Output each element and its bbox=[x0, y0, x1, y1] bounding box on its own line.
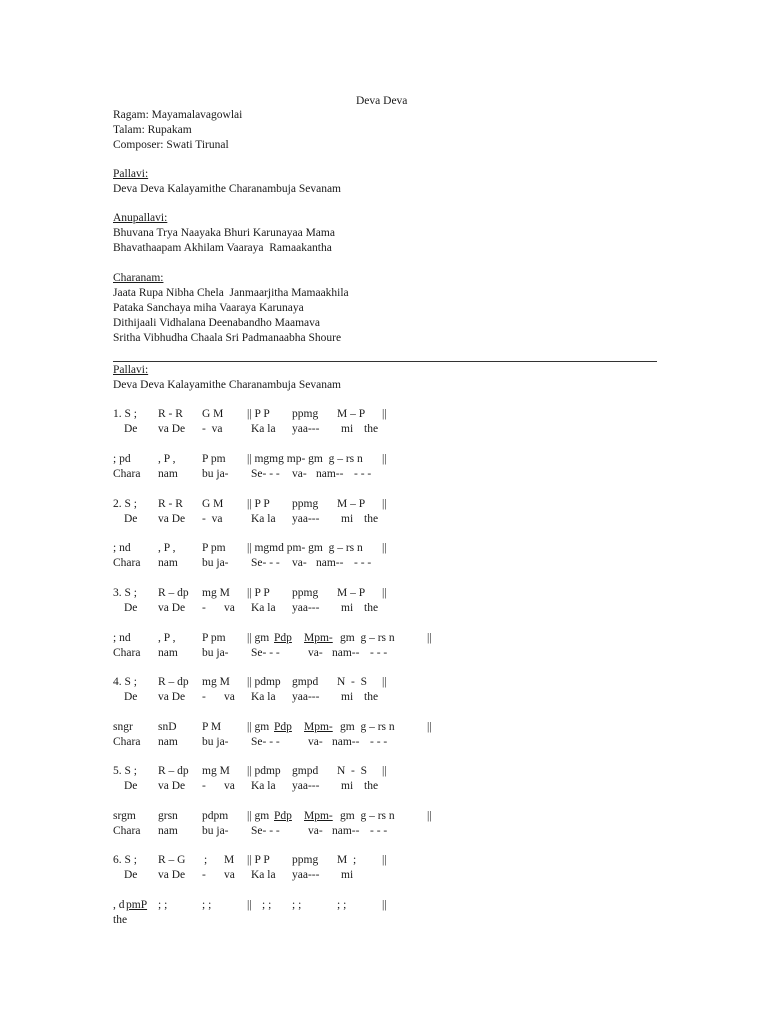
swara-row bbox=[0, 809, 768, 823]
lyric-cell: the bbox=[364, 513, 379, 525]
swara-cell: 2. S ; bbox=[113, 498, 137, 510]
lyric-cell: nam bbox=[158, 647, 178, 659]
swara-cell: ppmg bbox=[292, 498, 319, 510]
lyric-cell: bu ja- bbox=[202, 825, 229, 837]
swara-cell: || P P bbox=[247, 498, 270, 510]
swara-row bbox=[0, 497, 768, 511]
lyric-row bbox=[0, 824, 768, 838]
swara-cell: G M bbox=[202, 498, 224, 510]
lyric-cell: va- bbox=[308, 736, 323, 748]
lyric-cell: nam bbox=[158, 736, 178, 748]
lyric-cell: va De bbox=[158, 691, 186, 703]
lyric-cell: De bbox=[124, 869, 138, 881]
lyric-cell: bu ja- bbox=[202, 736, 229, 748]
swara-row bbox=[0, 407, 768, 421]
swara-cell: ppmg bbox=[292, 408, 319, 420]
swara-row bbox=[0, 586, 768, 600]
swara-cell: || bbox=[382, 453, 387, 465]
swara-cell: snD bbox=[158, 721, 177, 733]
swara-cell: 5. S ; bbox=[113, 765, 137, 777]
lyric-cell: Se- - - bbox=[251, 825, 280, 837]
swara-cell: , P , bbox=[158, 632, 176, 644]
lyric-cell: Se- - - bbox=[251, 736, 280, 748]
swara-cell: ppmg bbox=[292, 854, 319, 866]
lyric-cell: bu ja- bbox=[202, 557, 229, 569]
lyric-row bbox=[0, 556, 768, 570]
lyric-cell: nam-- bbox=[316, 557, 344, 569]
swara-cell: || bbox=[382, 587, 387, 599]
lyric-cell: va De bbox=[158, 602, 186, 614]
anupallavi-lyric-line: Bhuvana Trya Naayaka Bhuri Karunayaa Mama bbox=[113, 227, 335, 239]
lyric-cell: Chara bbox=[113, 647, 141, 659]
anupallavi-heading: Anupallavi: bbox=[113, 212, 168, 224]
lyric-cell: va De bbox=[158, 869, 186, 881]
lyric-cell: nam-- bbox=[332, 736, 360, 748]
swara-cell: P pm bbox=[202, 542, 226, 554]
lyric-cell: va- bbox=[308, 825, 323, 837]
swara-cell: Pdp bbox=[274, 632, 292, 644]
swara-cell: M – P bbox=[337, 498, 366, 510]
lyric-cell: va bbox=[224, 780, 235, 792]
lyric-cell: - - - bbox=[370, 736, 388, 748]
lyric-cell: nam-- bbox=[332, 647, 360, 659]
swara-cell: gmpd bbox=[292, 765, 319, 777]
lyric-cell: the bbox=[364, 602, 379, 614]
swara-cell: 3. S ; bbox=[113, 587, 137, 599]
notation-pallavi-text: Deva Deva Kalayamithe Charanambuja Sevanam bbox=[113, 379, 341, 391]
composer-line: Composer: Swati Tirunal bbox=[113, 139, 229, 151]
swara-cell: ; ; bbox=[292, 899, 302, 911]
swara-cell: || bbox=[382, 676, 387, 688]
swara-cell: ; nd bbox=[113, 542, 131, 554]
swara-cell: , d bbox=[113, 899, 125, 911]
lyric-cell: mi bbox=[341, 780, 354, 792]
pallavi-lyric-line: Deva Deva Kalayamithe Charanambuja Sevanam bbox=[113, 183, 341, 195]
swara-cell: mg M bbox=[202, 587, 230, 599]
lyric-row bbox=[0, 779, 768, 793]
swara-cell: , P , bbox=[158, 453, 176, 465]
swara-cell: R – dp bbox=[158, 676, 189, 688]
swara-cell: Pdp bbox=[274, 721, 292, 733]
lyric-cell: - - - bbox=[370, 825, 388, 837]
lyric-cell: Chara bbox=[113, 736, 141, 748]
lyric-cell: Se- - - bbox=[251, 468, 280, 480]
swara-cell: gm g – rs n bbox=[340, 810, 395, 822]
lyric-cell: De bbox=[124, 691, 138, 703]
swara-cell: srgm bbox=[113, 810, 136, 822]
swara-cell: mg M bbox=[202, 765, 230, 777]
lyric-row bbox=[0, 512, 768, 526]
swara-row bbox=[0, 764, 768, 778]
swara-cell: || bbox=[382, 498, 387, 510]
lyric-cell: va De bbox=[158, 780, 186, 792]
swara-cell: || gm bbox=[247, 632, 270, 644]
swara-row bbox=[0, 631, 768, 645]
swara-row bbox=[0, 853, 768, 867]
lyric-cell: - - - bbox=[354, 468, 372, 480]
lyric-row bbox=[0, 913, 768, 927]
lyric-cell: va- bbox=[308, 647, 323, 659]
lyric-cell: mi bbox=[341, 602, 354, 614]
lyric-cell: yaa--- bbox=[292, 602, 320, 614]
lyric-cell: Ka la bbox=[251, 869, 276, 881]
lyric-cell: nam bbox=[158, 825, 178, 837]
lyric-row bbox=[0, 467, 768, 481]
swara-cell: || gm bbox=[247, 810, 270, 822]
song-title: Deva Deva bbox=[356, 95, 408, 107]
lyric-cell: the bbox=[113, 914, 128, 926]
swara-cell: || bbox=[427, 632, 432, 644]
swara-cell: gm g – rs n bbox=[340, 721, 395, 733]
lyric-cell: Chara bbox=[113, 557, 141, 569]
swara-cell: N - S bbox=[337, 676, 368, 688]
swara-cell: grsn bbox=[158, 810, 178, 822]
swara-cell: || P P bbox=[247, 854, 270, 866]
swara-cell: Mpm- bbox=[304, 721, 333, 733]
swara-cell: R – dp bbox=[158, 765, 189, 777]
charanam-heading: Charanam: bbox=[113, 272, 164, 284]
swara-row bbox=[0, 720, 768, 734]
lyric-cell: Chara bbox=[113, 468, 141, 480]
swara-cell: || bbox=[382, 542, 387, 554]
lyric-cell: bu ja- bbox=[202, 647, 229, 659]
lyric-cell: Ka la bbox=[251, 780, 276, 792]
swara-cell: || mgmg mp- gm g – rs n bbox=[247, 453, 363, 465]
lyric-cell: nam-- bbox=[332, 825, 360, 837]
lyric-row bbox=[0, 690, 768, 704]
lyric-cell: va De bbox=[158, 423, 186, 435]
lyric-cell: - - - bbox=[354, 557, 372, 569]
ragam-line: Ragam: Mayamalavagowlai bbox=[113, 109, 243, 121]
lyric-cell: the bbox=[364, 423, 379, 435]
lyric-row bbox=[0, 646, 768, 660]
swara-cell: || bbox=[247, 899, 252, 911]
charanam-lyric-line: Jaata Rupa Nibha Chela Janmaarjitha Mamaakhila bbox=[113, 287, 349, 299]
swara-cell: pdpm bbox=[202, 810, 229, 822]
swara-row bbox=[0, 898, 768, 912]
lyric-cell: yaa--- bbox=[292, 780, 320, 792]
swara-cell: 1. S ; bbox=[113, 408, 137, 420]
lyric-cell: - bbox=[202, 869, 206, 881]
talam-line: Talam: Rupakam bbox=[113, 124, 192, 136]
lyric-cell: the bbox=[364, 780, 379, 792]
swara-cell: M – P bbox=[337, 587, 366, 599]
swara-cell: , P , bbox=[158, 542, 176, 554]
swara-cell: R - R bbox=[158, 498, 183, 510]
swara-cell: || bbox=[382, 765, 387, 777]
swara-cell: Pdp bbox=[274, 810, 292, 822]
lyric-cell: yaa--- bbox=[292, 423, 320, 435]
lyric-cell: Se- - - bbox=[251, 647, 280, 659]
lyric-cell: De bbox=[124, 423, 138, 435]
swara-row bbox=[0, 675, 768, 689]
notation-pallavi-heading: Pallavi: bbox=[113, 364, 149, 376]
swara-cell: R – dp bbox=[158, 587, 189, 599]
swara-cell: 4. S ; bbox=[113, 676, 137, 688]
lyric-cell: va bbox=[224, 691, 235, 703]
swara-cell: ; ; bbox=[158, 899, 168, 911]
swara-cell: N - S bbox=[337, 765, 368, 777]
swara-cell: P pm bbox=[202, 453, 226, 465]
anupallavi-lyric-line: Bhavathaapam Akhilam Vaaraya Ramaakantha bbox=[113, 242, 332, 254]
lyric-cell: - va bbox=[202, 513, 223, 525]
lyric-cell: nam bbox=[158, 468, 178, 480]
swara-row bbox=[0, 541, 768, 555]
lyric-cell: va- bbox=[292, 557, 307, 569]
swara-cell: || pdmp bbox=[247, 676, 281, 688]
swara-cell: ; ; bbox=[202, 899, 212, 911]
lyric-cell: mi bbox=[341, 423, 354, 435]
swara-cell: || mgmd pm- gm g – rs n bbox=[247, 542, 363, 554]
swara-cell: sngr bbox=[113, 721, 133, 733]
swara-cell: gmpd bbox=[292, 676, 319, 688]
lyric-cell: mi bbox=[341, 513, 354, 525]
swara-cell: ; ; bbox=[262, 899, 272, 911]
swara-cell: gm g – rs n bbox=[340, 632, 395, 644]
lyric-cell: Ka la bbox=[251, 513, 276, 525]
swara-cell: || bbox=[382, 899, 387, 911]
charanam-lyric-line: Dithijaali Vidhalana Deenabandho Maamava bbox=[113, 317, 320, 329]
swara-cell: ; bbox=[204, 854, 208, 866]
lyric-cell: - - - bbox=[370, 647, 388, 659]
lyric-cell: yaa--- bbox=[292, 691, 320, 703]
lyric-cell: - bbox=[202, 691, 206, 703]
swara-cell: M ; bbox=[337, 854, 357, 866]
swara-cell: ppmg bbox=[292, 587, 319, 599]
lyric-cell: yaa--- bbox=[292, 513, 320, 525]
lyric-cell: the bbox=[364, 691, 379, 703]
swara-cell: Mpm- bbox=[304, 810, 333, 822]
lyric-cell: - va bbox=[202, 423, 223, 435]
swara-cell: || gm bbox=[247, 721, 270, 733]
swara-cell: M – P bbox=[337, 408, 366, 420]
lyric-cell: Ka la bbox=[251, 691, 276, 703]
swara-cell: ; pd bbox=[113, 453, 131, 465]
lyric-row bbox=[0, 735, 768, 749]
lyric-cell: De bbox=[124, 780, 138, 792]
swara-cell: || pdmp bbox=[247, 765, 281, 777]
swara-cell: P M bbox=[202, 721, 222, 733]
swara-cell: mg M bbox=[202, 676, 230, 688]
charanam-lyric-line: Sritha Vibhudha Chaala Sri Padmanaabha Shoure bbox=[113, 332, 342, 344]
lyric-cell: De bbox=[124, 513, 138, 525]
lyric-cell: yaa--- bbox=[292, 869, 320, 881]
swara-cell: pmP bbox=[126, 899, 148, 911]
lyric-cell: Ka la bbox=[251, 602, 276, 614]
lyric-cell: va bbox=[224, 602, 235, 614]
lyric-cell: mi bbox=[341, 691, 354, 703]
swara-cell: G M bbox=[202, 408, 224, 420]
swara-cell: Mpm- bbox=[304, 632, 333, 644]
lyric-cell: va bbox=[224, 869, 235, 881]
lyric-cell: Ka la bbox=[251, 423, 276, 435]
swara-cell: P pm bbox=[202, 632, 226, 644]
lyric-row bbox=[0, 868, 768, 882]
swara-cell: || bbox=[382, 408, 387, 420]
swara-cell: ; nd bbox=[113, 632, 131, 644]
lyric-cell: Se- - - bbox=[251, 557, 280, 569]
charanam-lyric-line: Pataka Sanchaya miha Vaaraya Karunaya bbox=[113, 302, 304, 314]
swara-cell: M bbox=[224, 854, 235, 866]
swara-cell: 6. S ; bbox=[113, 854, 137, 866]
lyric-cell: Chara bbox=[113, 825, 141, 837]
lyric-cell: va- bbox=[292, 468, 307, 480]
swara-cell: || bbox=[382, 854, 387, 866]
swara-cell: R – G bbox=[158, 854, 186, 866]
section-divider bbox=[113, 361, 657, 362]
lyric-row bbox=[0, 422, 768, 436]
swara-cell: R - R bbox=[158, 408, 183, 420]
lyric-cell: De bbox=[124, 602, 138, 614]
lyric-cell: nam bbox=[158, 557, 178, 569]
swara-cell: || P P bbox=[247, 408, 270, 420]
lyric-row bbox=[0, 601, 768, 615]
lyric-cell: nam-- bbox=[316, 468, 344, 480]
lyric-cell: va De bbox=[158, 513, 186, 525]
swara-cell: || P P bbox=[247, 587, 270, 599]
lyric-cell: - bbox=[202, 780, 206, 792]
swara-cell: || bbox=[427, 721, 432, 733]
swara-cell: ; ; bbox=[337, 899, 347, 911]
lyric-cell: mi bbox=[341, 869, 354, 881]
pallavi-heading: Pallavi: bbox=[113, 168, 149, 180]
lyric-cell: - bbox=[202, 602, 206, 614]
swara-row bbox=[0, 452, 768, 466]
lyric-cell: bu ja- bbox=[202, 468, 229, 480]
swara-cell: || bbox=[427, 810, 432, 822]
